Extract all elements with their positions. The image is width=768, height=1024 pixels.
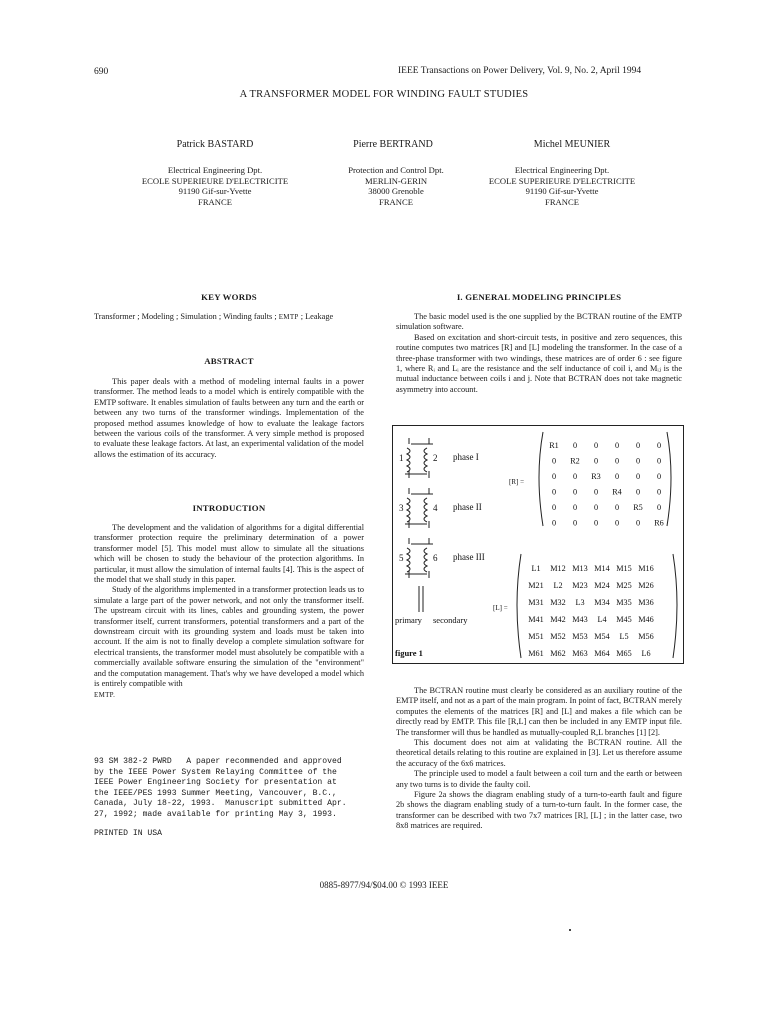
l-matrix-cell: M31 xyxy=(528,598,544,607)
abstract-heading: ABSTRACT xyxy=(204,356,254,366)
author-name: Patrick BASTARD xyxy=(176,139,254,150)
secondary-label: secondary xyxy=(433,615,468,625)
coil-number: 2 xyxy=(433,453,438,463)
l-matrix-cell: M25 xyxy=(616,581,632,590)
keywords-heading: KEY WORDS xyxy=(201,292,257,302)
figure-1-drawing xyxy=(393,426,683,663)
r-matrix-cell: 0 xyxy=(593,487,599,497)
r-matrix-cell: 0 xyxy=(593,456,599,466)
printed-in-usa: PRINTED IN USA xyxy=(94,829,162,838)
l-matrix-cell: M34 xyxy=(594,598,610,607)
r-matrix-cell: 0 xyxy=(635,441,641,450)
r-matrix-cell: 0 xyxy=(572,487,578,497)
paper-title: A TRANSFORMER MODEL FOR WINDING FAULT STUDIES xyxy=(239,89,529,100)
section-text-continued: The BCTRAN routine must clearly be considered as an auxiliary routine of the EMTP itself, and not as a part of the main program. In point of fact, BCTRAN merely computes the elements of the matrices [R] and [L] and makes a file which can be directly read by EMTP. This file [R,L] can then be included in any EMTP input file. The transformer will thus be handled as mutually-coupled R,L branches [1] [2]. This document does not aim at validating the BCTRAN routine. All the theoretical details relating to this routine are explained in [3]. Let us therefore assume the accuracy of the 6x6 matrices. The principle used to model a fault between a coil turn and the earth or between any two turns is to divide the faulty coil. Figure 2a shows the diagram enabling study of a turn-to-earth fault and figure 2b shows the diagram enabling study of a turn-to-turn fault. In the former case, the transformer can be described with two 7x7 matrices [R], [L] ; in the latter case, two 8x8 matrices are required. xyxy=(396,686,682,831)
l-matrix-cell: L2 xyxy=(553,581,563,590)
l-matrix-cell: M42 xyxy=(550,615,566,624)
l-matrix-cell: M16 xyxy=(638,564,654,573)
l-matrix-cell: M56 xyxy=(638,632,654,641)
r-matrix-label: [R] = xyxy=(509,478,525,486)
l-matrix-cell: L5 xyxy=(619,632,629,641)
l-matrix-cell: M35 xyxy=(616,598,632,607)
r-matrix-cell: 0 xyxy=(656,487,662,497)
coil-number: 5 xyxy=(399,553,404,563)
l-matrix-cell: M51 xyxy=(528,632,544,641)
author-name: Michel MEUNIER xyxy=(533,139,611,150)
r-matrix-cell: 0 xyxy=(572,518,578,528)
l-matrix-cell: M13 xyxy=(572,564,588,573)
phase-label: phase III xyxy=(453,552,485,562)
l-matrix-cell: M32 xyxy=(550,598,566,607)
l-matrix-label: [L] = xyxy=(493,604,508,612)
r-matrix-cell: 0 xyxy=(572,472,578,481)
page-number: 690 xyxy=(94,67,109,77)
l-matrix-cell: M41 xyxy=(528,615,544,624)
r-matrix-cell: 0 xyxy=(551,472,557,481)
r-matrix-cell: 0 xyxy=(656,503,662,512)
figure-caption: figure 1 xyxy=(395,648,423,658)
author-affiliation: Electrical Engineering Dpt. ECOLE SUPERIEURE D'ELECTRICITE 91190 Gif-sur-Yvette FRANCE xyxy=(141,165,289,207)
l-matrix-cell: L3 xyxy=(575,598,585,607)
coil-number: 4 xyxy=(433,503,438,513)
figure-1 xyxy=(392,425,684,664)
section-heading: I. GENERAL MODELING PRINCIPLES xyxy=(456,292,622,302)
l-matrix-cell: M12 xyxy=(550,564,566,573)
coil-number: 3 xyxy=(399,503,404,513)
l-matrix-cell: L1 xyxy=(531,564,541,573)
l-matrix-cell: M62 xyxy=(550,649,566,658)
l-matrix-cell: M36 xyxy=(638,598,654,607)
r-matrix-cell: R1 xyxy=(549,441,559,450)
l-matrix-cell: L4 xyxy=(597,615,607,624)
l-matrix-cell: M52 xyxy=(550,632,566,641)
r-matrix-cell: 0 xyxy=(572,503,578,512)
r-matrix-cell: R3 xyxy=(591,472,601,481)
coil-number: 1 xyxy=(399,453,404,463)
author-name: Pierre BERTRAND xyxy=(353,139,433,150)
l-matrix-cell: M14 xyxy=(594,564,610,573)
introduction-heading: INTRODUCTION xyxy=(192,503,266,513)
l-matrix-cell: M45 xyxy=(616,615,632,624)
l-matrix-cell: M24 xyxy=(594,581,610,590)
primary-label: primary xyxy=(395,615,422,625)
r-matrix-cell: 0 xyxy=(551,518,557,528)
l-matrix-cell: M26 xyxy=(638,581,654,590)
keywords-text: Transformer ; Modeling ; Simulation ; Winding faults ; EMTP ; Leakage xyxy=(94,312,334,321)
scan-speck xyxy=(569,929,571,931)
journal-header: IEEE Transactions on Power Delivery, Vol. 9, No. 2, April 1994 xyxy=(398,66,642,76)
l-matrix-cell: L6 xyxy=(641,649,651,658)
author-affiliation: Electrical Engineering Dpt. ECOLE SUPERIEURE D'ELECTRICITE 91190 Gif-sur-Yvette FRANCE xyxy=(488,165,636,207)
l-matrix-cell: M53 xyxy=(572,632,588,641)
l-matrix-cell: M15 xyxy=(616,564,632,573)
l-matrix-cell: M61 xyxy=(528,649,544,658)
abstract-text: This paper deals with a method of modeling internal faults in a power transformer. The method leads to a model which is entirely compatible with the EMTP software. It enables simulation of faults between any turn and the earth or between any two turns of the transformer windings. Implementation of the proposed method assumes knowledge of how to evaluate the leakage factors between the various coils of the transformer. A very simple method is proposed to evaluate these leakage factors. At last, an experimental validation of the model allows the estimation of its accuracy. xyxy=(94,377,364,459)
copyright-line: 0885-8977/94/$04.00 © 1993 IEEE xyxy=(319,880,449,890)
coil-number: 6 xyxy=(433,553,438,563)
r-matrix-cell: 0 xyxy=(635,487,641,497)
r-matrix-cell: 0 xyxy=(593,518,599,528)
r-matrix-cell: 0 xyxy=(614,456,620,466)
r-matrix-cell: R2 xyxy=(570,456,580,466)
r-matrix-cell: 0 xyxy=(551,456,557,466)
r-matrix-cell: 0 xyxy=(614,503,620,512)
r-matrix-cell: 0 xyxy=(551,503,557,512)
r-matrix-cell: 0 xyxy=(614,472,620,481)
r-matrix-cell: 0 xyxy=(656,441,662,450)
r-matrix-cell: 0 xyxy=(551,487,557,497)
footnote: 93 SM 382-2 PWRD A paper recommended and approved by the IEEE Power System Relaying Committee of the IEEE Power Engineering Society for presentation at the IEEE/PES 1993 Summer Meeting, Vancouver, B.C., Canada, July 18-22, 1993. Manuscript submitted Apr. 27, 1992; made available for printing May 3, 1993. xyxy=(94,757,347,819)
r-matrix-cell: 0 xyxy=(635,518,641,528)
r-matrix-cell: R5 xyxy=(633,503,643,512)
author-affiliation: Protection and Control Dpt. MERLIN-GERIN 38000 Grenoble FRANCE xyxy=(348,165,444,207)
l-matrix-cell: M21 xyxy=(528,581,544,590)
r-matrix-cell: 0 xyxy=(593,503,599,512)
introduction-text: The development and the validation of algorithms for a digital differential transformer protection require the preliminary determination of a power transformer model [5]. This model must allow to simulate all the situations which will be chosen to study the behaviour of the protection algorithms. In particular, it must allow the simulation of internal faults [4]. This is the aspect of the model that we shall study in this paper. Study of the algorithms implemented in a transformer protection leads us to simulate a large part of the power network, and not only the transformer itself. The upstream circuit with its lines, cables and grounding system, the power transformer itself, current transformers, potential transformers and a part of the downstream circuit with its grounding system and loads must be taken into account. If the aim is not to finally develop a complete simulation software for electrical transients, the transformer model must absolutely be compatible with a commercially available software ensuring the simulation of the "environment" and the computation management. That's why we have developed a model which is entirely compatible with EMTP. xyxy=(94,523,364,699)
r-matrix-cell: 0 xyxy=(635,472,641,481)
l-matrix-cell: M65 xyxy=(616,649,632,658)
r-matrix-cell: 0 xyxy=(656,456,662,466)
r-matrix-cell: 0 xyxy=(614,441,620,450)
r-matrix-cell: 0 xyxy=(614,518,620,528)
r-matrix-cell: 0 xyxy=(593,441,599,450)
section-text: The basic model used is the one supplied by the BCTRAN routine of the EMTP simulation software. Based on excitation and short-circuit tests, in positive and zero sequences, this routine computes two matrices [R] and [L] modeling the transformer. In the case of a three-phase transformer with two windings, these matrices are of order 6 : see figure 1, where Rᵢ and Lᵢ are the resistance and the self inductance of coil i, and Mᵢⱼ is the mutual inductance between coils i and j. Note that BCTRAN does not take magnetic asymmetry into account. xyxy=(396,312,682,394)
phase-label: phase II xyxy=(453,502,482,512)
l-matrix-cell: M54 xyxy=(594,632,610,641)
l-matrix-cell: M63 xyxy=(572,649,588,658)
r-matrix-cell: R6 xyxy=(654,518,664,528)
l-matrix-cell: M43 xyxy=(572,615,588,624)
l-matrix-cell: M23 xyxy=(572,581,588,590)
l-matrix-cell: M46 xyxy=(638,615,654,624)
r-matrix-cell: 0 xyxy=(572,441,578,450)
r-matrix-cell: 0 xyxy=(656,472,662,481)
r-matrix-cell: 0 xyxy=(635,456,641,466)
phase-label: phase I xyxy=(453,452,479,462)
l-matrix-cell: M64 xyxy=(594,649,610,658)
r-matrix-cell: R4 xyxy=(612,487,622,497)
